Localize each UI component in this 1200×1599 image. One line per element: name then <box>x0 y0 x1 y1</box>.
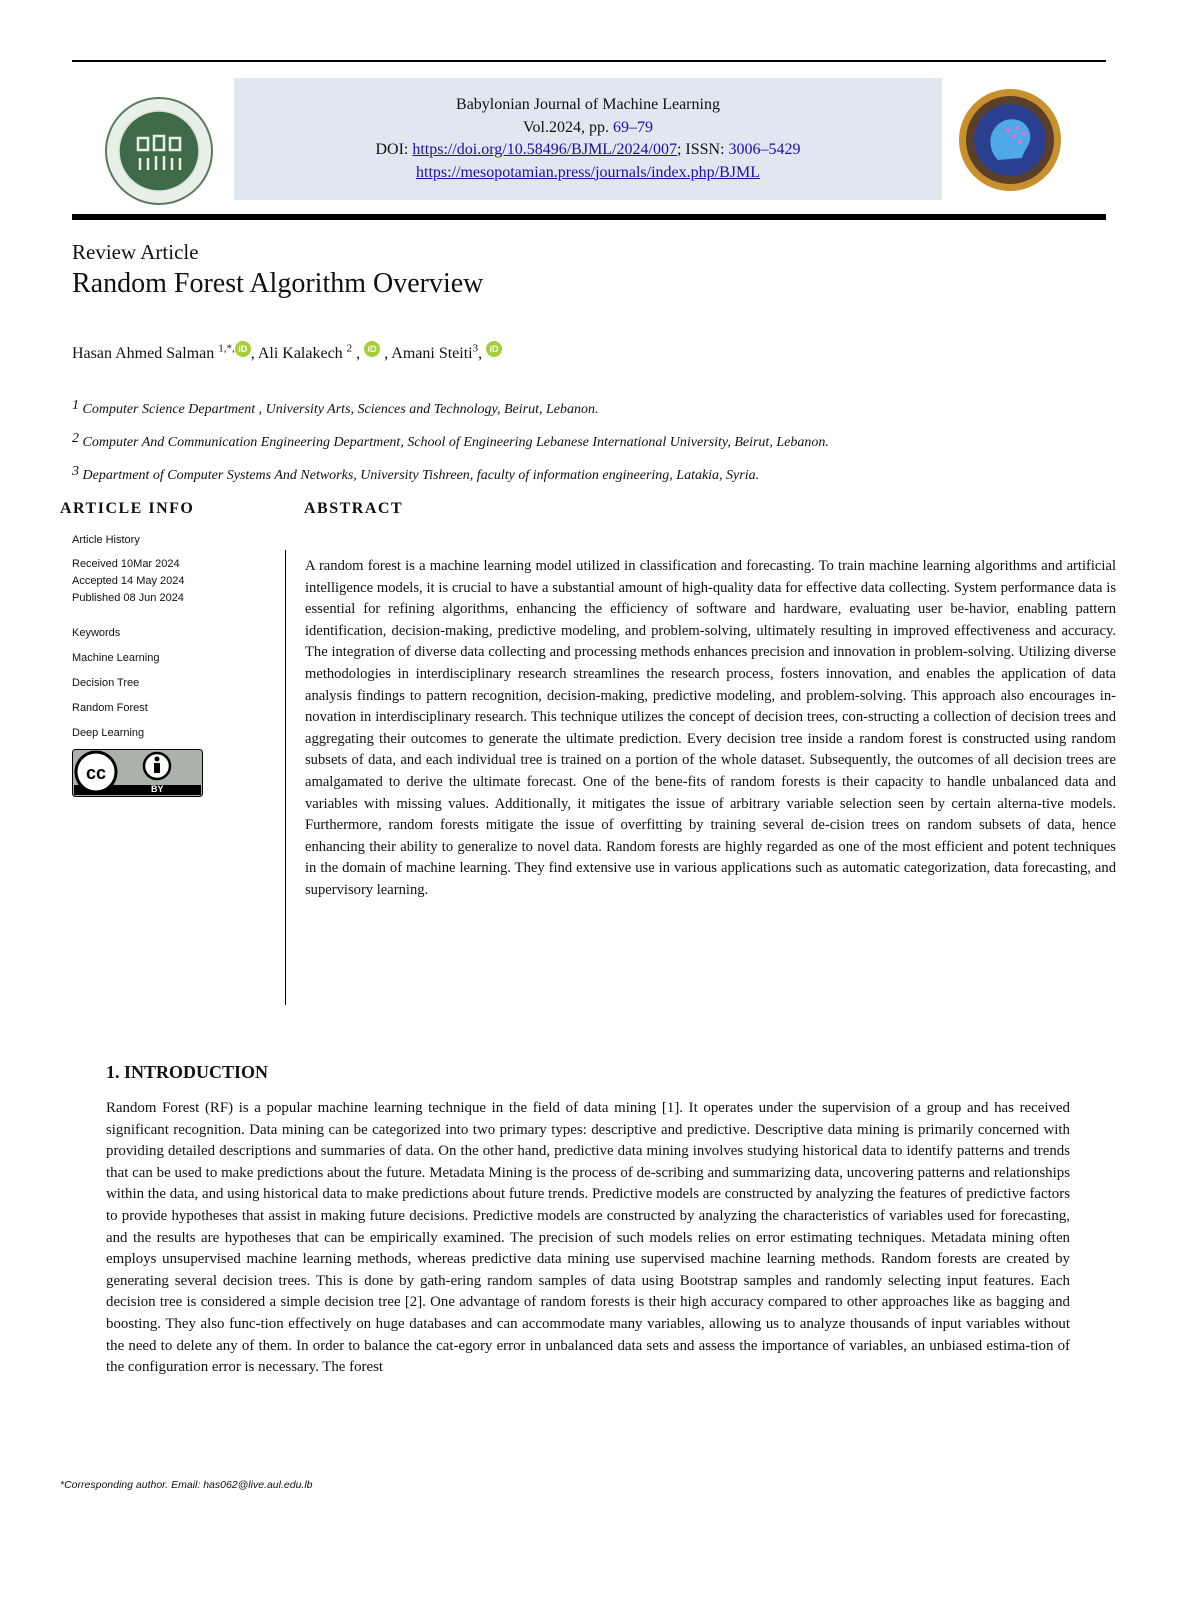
keyword-item: Machine Learning <box>72 652 160 664</box>
doi-label: DOI: <box>375 141 409 158</box>
author-list: Hasan Ahmed Salman $^{1,*,}$ iD , Ali Kalakech $^2$ , iD , Amani Steiti$^3$, iD <box>72 341 502 363</box>
abstract-text: A random forest is a machine learning model utilized in classification and forecasting. To train machine learning algorithms and artificial intelligence models, it is crucial to have a substantial amount of high-quality data for effective data collecting. System performance data is essential for refining algorithms, enhancing the efficiency of software and hardware, evaluating user be-havior, enabling pattern identification, decision-making, predictive modeling, and problem-solving, ultimately resulting in improved effectiveness and accuracy. The integration of diverse data collecting and processing methods enhances precision and innovation in problem-solving. Utilizing diverse methodologies in interdisciplinary research streamlines the research process, fosters innovation, and enables the application of data analysis findings to pattern recognition, decision-making, predictive modeling, and problem-solving. This approach also encourages in-novation in interdisciplinary research. This technique utilizes the concept of decision trees, con-structing a collection of decision trees and aggregating their outcomes to generate the ultimate prediction. Every decision tree inside a random forest is constructed using random subsets of data, and each individual tree is trained on a portion of the whole dataset. Subsequently, the outcomes of all decision trees are amalgamated to derive the ultimate forecast. One of the bene-fits of random forests is their capacity to handle unbalanced data and variables with missing values. Additionally, it mitigates the issue of arbitrary variable selection seen by certain alterna-tive models. Furthermore, random forests mitigate the issue of overfitting by training several de-cision trees on random subsets of data, hence enhancing their ability to generalize to novel data. Random forests are highly regarded as one of the most efficient and potent techniques in the domain of machine learning. They find extensive use in various applications such as automatic categorization, data forecasting, and supervisory learning. <box>305 558 1116 898</box>
issn-label: ; ISSN: <box>676 141 725 158</box>
cc-by-icon <box>72 749 203 797</box>
abstract-heading: ABSTRACT <box>304 500 404 517</box>
affiliation-number: 2 <box>72 431 79 446</box>
header-divider <box>72 214 1106 220</box>
affiliation-text: Computer And Communication Engineering Department, School of Engineering Lebanese International University, Beirut, Lebanon. <box>82 435 829 450</box>
journal-header-box <box>234 78 942 200</box>
abstract-divider <box>285 550 286 1005</box>
footnote-marker: * <box>60 1479 65 1491</box>
affiliation <box>72 464 759 484</box>
cc-by-license-badge[interactable] <box>72 749 203 797</box>
article-title: Random Forest Algorithm Overview <box>72 268 484 299</box>
url-line <box>234 162 942 185</box>
article-info-heading: ARTICLE INFO <box>60 500 195 517</box>
affiliation-text: Department of Computer Systems And Networks, University Tishreen, faculty of information engineering, Latakia, Syria. <box>82 468 760 483</box>
publisher-seal-logo <box>104 96 214 206</box>
journal-emblem-logo <box>958 88 1062 192</box>
license-label: BY <box>151 784 164 794</box>
section-heading-introduction: 1. INTRODUCTION <box>106 1062 269 1082</box>
page-range: 69–79 <box>612 118 653 136</box>
keywords-label: Keywords <box>72 627 121 639</box>
orcid-icon[interactable]: iD <box>235 341 251 357</box>
keyword-item: Deep Learning <box>72 727 145 739</box>
orcid-icon[interactable]: iD <box>486 341 502 357</box>
journal-name: Babylonian Journal of Machine Learning <box>456 96 720 113</box>
introduction-text: Random Forest (RF) is a popular machine learning technique in the field of data mining [1]. It operates under the supervision of a group and has received significant recognition. Data mining can be categorized into two primary types: descriptive and predictive. Descriptive data mining is primarily concerned with providing detailed descriptions and summaries of data. On the other hand, predictive data mining involves studying historical data to identify patterns and trends that can be used to make predictions about the future. Metadata Mining is the process of de-scribing and summarizing data, uncovering patterns and relationships within the data, and using historical data to make predictions about future trends. Predictive models are constructed by analyzing the features of predictive factors to provide hypotheses that assist in making future decisions. Predictive models are constructed by analyzing the characteristics of variables used for forecasting, and the results are hypotheses that can be empirically examined. The precision of such models relies on error estimating techniques. Metadata mining often employs unsupervised machine learning methods, whereas predictive data mining use supervised machine learning methods. Random forests are created by generating several decision trees. This is done by gath-ering random samples of data using Bootstrap samples and randomly selecting input features. Each decision tree is considered a simple decision tree [2]. One advantage of random forests is their high accuracy compared to other approaches like as bagging and boosting. They also func-tion effectively on huge databases and can accommodate many variables, allowing us to analyze thousands of input variables without the need to delete any of them. In order to balance the cat-egory error in unbalanced data sets and assess the importance of variables, an unbiased estima-tion of the configuration error is necessary. The forest <box>106 1100 1070 1376</box>
received-date: Received 10Mar 2024 <box>72 558 180 570</box>
keyword-item: Random Forest <box>72 702 148 714</box>
affiliation <box>72 398 598 418</box>
volume-line <box>234 117 942 140</box>
affiliation-text: Computer Science Department , University Arts, Sciences and Technology, Beirut, Lebanon. <box>82 402 599 417</box>
author-affiliation-marker: 2 <box>346 342 353 355</box>
author-name: , Amani Steiti <box>384 345 473 362</box>
keyword-item: Decision Tree <box>72 677 140 689</box>
volume-label: Vol.2024, pp. <box>523 118 609 136</box>
affiliation-number: 3 <box>72 464 79 479</box>
author-affiliation-marker: 1,*, <box>218 342 235 355</box>
top-rule <box>72 60 1106 62</box>
affiliation <box>72 431 829 451</box>
doi-link[interactable]: https://doi.org/10.58496/BJML/2024/007 <box>412 141 677 158</box>
accepted-date: Accepted 14 May 2024 <box>72 575 185 587</box>
article-type: Review Article <box>72 240 199 264</box>
published-date: Published 08 Jun 2024 <box>72 592 184 604</box>
author-affiliation-marker: 3 <box>472 342 479 355</box>
corresponding-author-footnote <box>60 1479 313 1491</box>
author-name: Hasan Ahmed Salman <box>72 345 219 362</box>
orcid-icon[interactable]: iD <box>364 341 380 357</box>
issn-value: 3006–5429 <box>728 141 801 158</box>
footnote-text: Corresponding author. Email: has062@live.aul.edu.lb <box>64 1479 313 1491</box>
svg-text:cc: cc <box>85 763 107 783</box>
history-label: Article History <box>72 534 140 546</box>
journal-url-link[interactable]: https://mesopotamian.press/journals/index.php/BJML <box>416 163 760 181</box>
author-name: , Ali Kalakech <box>250 345 347 362</box>
affiliation-number: 1 <box>72 398 79 413</box>
doi-line <box>234 139 942 162</box>
